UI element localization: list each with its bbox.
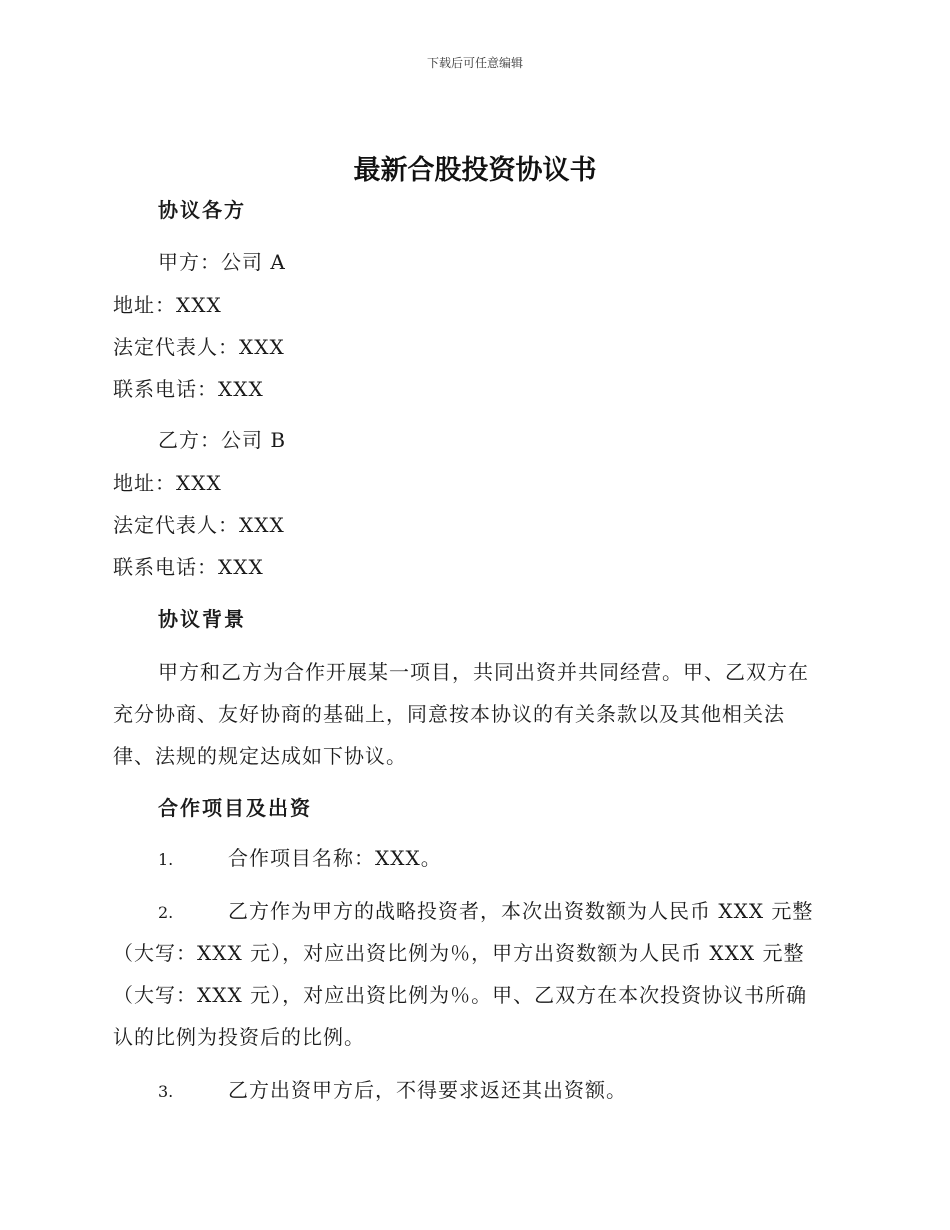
list-item-text: （大写：XXX 元），对应出资比例为％。甲、乙双方在本次投资协议书所确 xyxy=(113,983,808,1007)
background-line: 充分协商、友好协商的基础上，同意按本协议的有关条款以及其他相关法 xyxy=(113,702,785,726)
list-item-text: 乙方作为甲方的战略投资者，本次出资数额为人民币 XXX 元整 xyxy=(228,899,814,923)
background-line: 甲方和乙方为合作开展某一项目，共同出资并共同经营。甲、乙双方在 xyxy=(158,660,809,684)
list-item-number: 1. xyxy=(158,850,174,869)
section-heading-background: 协议背景 xyxy=(158,607,246,631)
party-a-address: 地址：XXX xyxy=(113,293,222,317)
header-note: 下载后可任意编辑 xyxy=(426,56,523,70)
list-item-text: 合作项目名称：XXX。 xyxy=(228,846,442,870)
party-b-label: 乙方：公司 B xyxy=(158,428,287,452)
list-item-number: 2. xyxy=(158,903,174,922)
party-b-address: 地址：XXX xyxy=(113,471,222,495)
list-item-text: （大写：XXX 元），对应出资比例为％，甲方出资数额为人民币 XXX 元整 xyxy=(113,941,805,965)
background-line: 律、法规的规定达成如下协议。 xyxy=(113,744,407,768)
document-title: 最新合股投资协议书 xyxy=(353,155,597,186)
section-heading-project: 合作项目及出资 xyxy=(158,796,312,820)
section-heading-parties: 协议各方 xyxy=(158,198,246,222)
party-a-legal-rep: 法定代表人：XXX xyxy=(113,335,285,359)
party-b-phone: 联系电话：XXX xyxy=(113,555,264,579)
party-a-label: 甲方：公司 A xyxy=(158,250,286,274)
party-a-phone: 联系电话：XXX xyxy=(113,377,264,401)
list-item-text: 乙方出资甲方后，不得要求返还其出资额。 xyxy=(228,1078,627,1102)
list-item-number: 3. xyxy=(158,1082,174,1101)
party-b-legal-rep: 法定代表人：XXX xyxy=(113,513,285,537)
list-item-text: 认的比例为投资后的比例。 xyxy=(113,1025,365,1049)
